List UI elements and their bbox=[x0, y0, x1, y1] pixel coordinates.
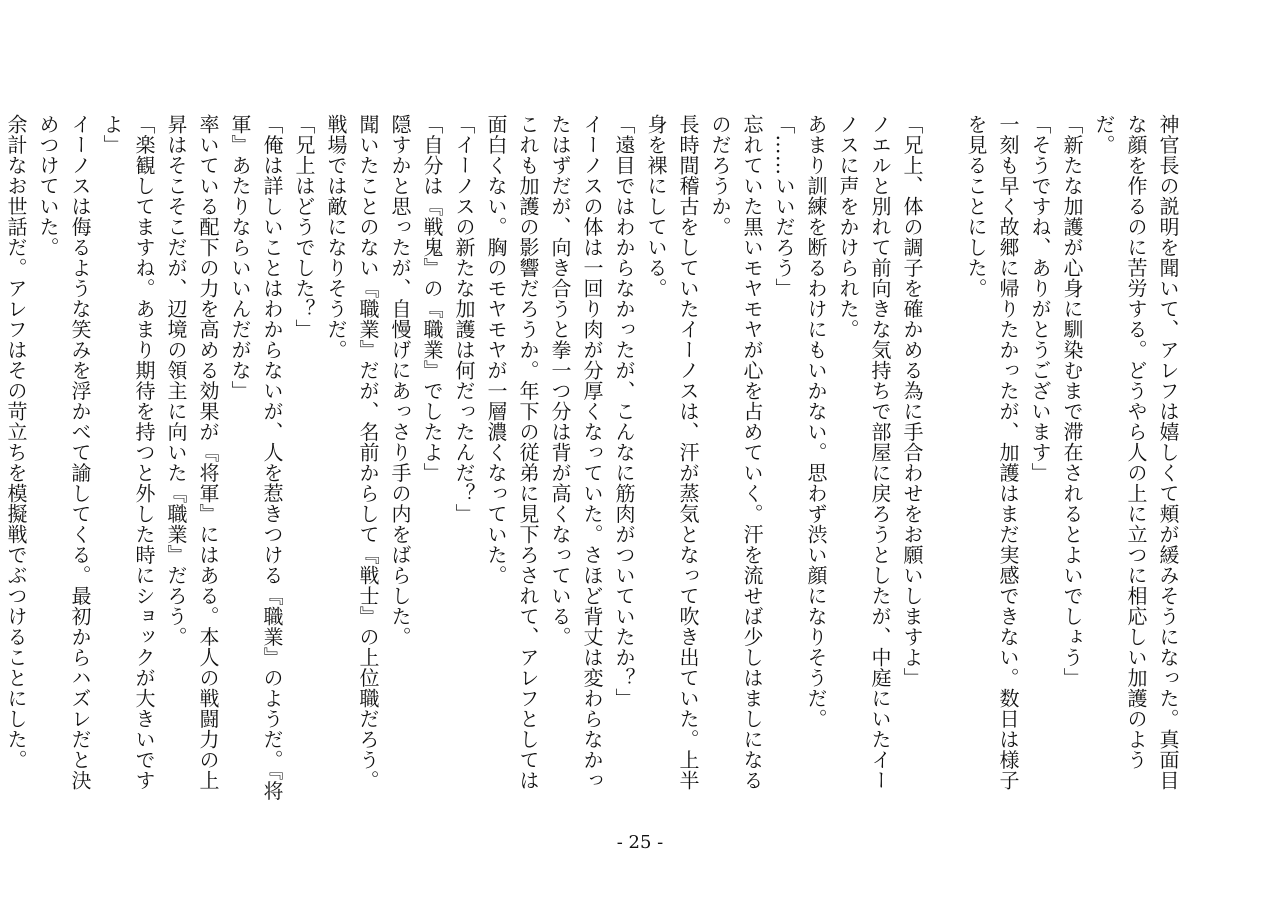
dialogue-line: 「……いいだろう」 bbox=[772, 114, 796, 299]
paragraph: あまり訓練を断るわけにもいかない。思わず渋い顔になりそうだ。 bbox=[804, 114, 828, 729]
vertical-text-body bbox=[4, 114, 1184, 804]
dialogue-line: 「遠目ではわからなかったが、こんなに筋肉がついていたか？」 bbox=[612, 114, 636, 709]
dialogue-line: 「兄上はどうでした？」 bbox=[292, 114, 316, 340]
paragraph: これも加護の影響だろうか。年下の従弟に見下ろされて、アレフとしては面白くない。胸のモヤモヤが一層濃くなっていた。 bbox=[484, 114, 540, 791]
dialogue-line: 「兄上、体の調子を確かめる為に手合わせをお願いしますよ」 bbox=[900, 114, 924, 688]
paragraph: 率いている配下の力を高める効果が『将軍』にはある。本人の戦闘力の上昇はそこそこだが、辺境の領主に向いた『職業』だろう。 bbox=[164, 114, 220, 791]
dialogue-line: 「イーノスの新たな加護は何だったんだ？」 bbox=[452, 114, 476, 524]
paragraph: 一刻も早く故郷に帰りたかったが、加護はまだ実感できない。数日は様子を見ることにした。 bbox=[964, 114, 1020, 791]
dialogue-line: 「自分は『戦鬼』の『職業』でしたよ」 bbox=[420, 114, 444, 483]
paragraph: 神官長の説明を聞いて、アレフは嬉しくて頬が緩みそうになった。真面目な顔を作るのに苦労する。どうやら人の上に立つに相応しい加護のようだ。 bbox=[1092, 114, 1180, 791]
paragraph: 余計なお世話だ。アレフはその苛立ちを模擬戦でぶつけることにした。 bbox=[4, 114, 28, 770]
dialogue-line: 「楽観してますね。あまり期待を持つと外した時にショックが大きいですよ」 bbox=[100, 114, 156, 791]
paragraph: 隠すかと思ったが、自慢げにあっさり手の内をばらした。 bbox=[388, 114, 412, 647]
dialogue-line: 「そうですね、ありがとうございます」 bbox=[1028, 114, 1052, 483]
page-number: - 25 - bbox=[616, 832, 664, 853]
dialogue-line: 「新たな加護が心身に馴染むまで滞在されるとよいでしょう」 bbox=[1060, 114, 1084, 688]
paragraph: ノエルと別れて前向きな気持ちで部屋に戻ろうとしたが、中庭にいたイーノスに声をかけられた。 bbox=[836, 114, 892, 791]
paragraph: イーノスは侮るような笑みを浮かべて諭してくる。最初からハズレだと決めつけていた。 bbox=[36, 114, 92, 791]
blank-line bbox=[928, 114, 960, 804]
paragraph: 忘れていた黒いモヤモヤが心を占めていく。汗を流せば少しはましになるのだろうか。 bbox=[708, 114, 764, 791]
paragraph: 聞いたことのない『職業』だが、名前からして『戦士』の上位職だろう。戦場では敵になりそうだ。 bbox=[324, 114, 380, 791]
paragraph: 長時間稽古をしていたイーノスは、汗が蒸気となって吹き出ていた。上半身を裸にしている。 bbox=[644, 114, 700, 791]
paragraph: イーノスの体は一回り肉が分厚くなっていた。さほど背丈は変わらなかったはずだが、向き合うと拳一つ分は背が高くなっている。 bbox=[548, 114, 604, 791]
dialogue-line: 「俺は詳しいことはわからないが、人を惹きつける『職業』のようだ。『将軍』あたりならいいんだがな」 bbox=[228, 114, 284, 801]
